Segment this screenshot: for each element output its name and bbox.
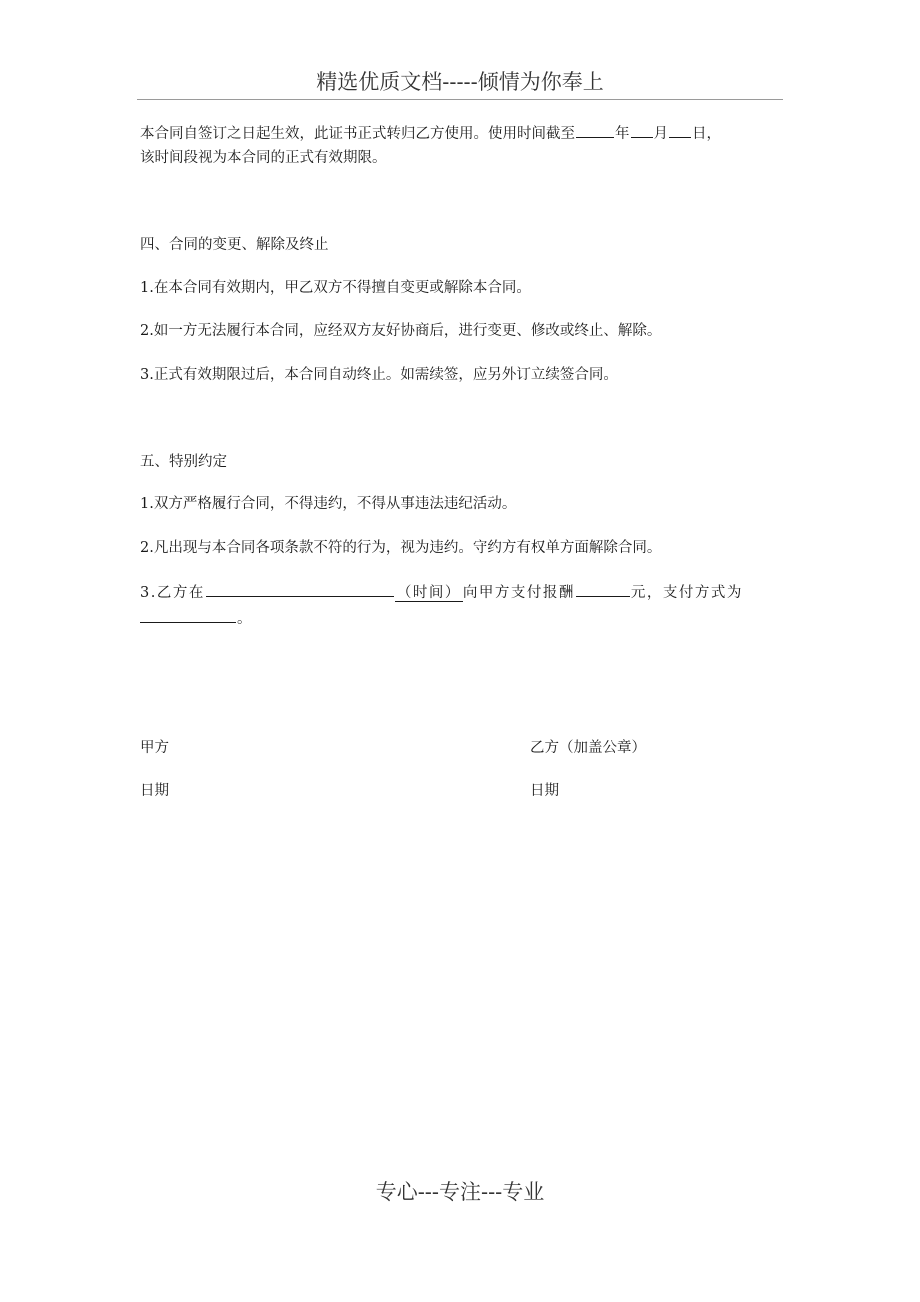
section-4-heading: 四、合同的变更、解除及终止 [140,237,329,253]
payment-method-blank [140,606,236,623]
page-header: 精选优质文档-----倾情为你奉上 [316,70,604,94]
party-a-label: 甲方 [140,740,169,756]
day-blank [669,121,691,138]
intro-text: 本合同自签订之日起生效，此证书正式转归乙方使用。使用时间截至 [140,126,575,142]
section-4-item-2: 2.如一方无法履行本合同，应经双方友好协商后，进行变更、修改或终止、解除。 [140,323,662,339]
section-4-item-3: 3.正式有效期限过后，本合同自动终止。如需续签，应另外订立续签合同。 [140,367,618,383]
day-label: 日， [692,126,721,142]
item-3-middle: 向甲方支付报酬 [462,585,575,601]
page-footer: 专心---专注---专业 [375,1180,545,1204]
item-3-end: 。 [237,611,252,627]
year-blank [576,121,614,138]
section-4-item-1: 1.在本合同有效期内，甲乙双方不得擅自变更或解除本合同。 [140,280,531,296]
item-3-prefix: 3.乙方在 [140,585,205,601]
year-label: 年 [615,126,630,142]
section-5-item-2: 2.凡出现与本合同各项条款不符的行为，视为违约。守约方有权单方面解除合同。 [140,540,662,556]
party-b-label: 乙方（加盖公章） [530,740,646,756]
time-blank [206,580,394,597]
month-label: 月 [653,126,668,142]
party-a-date-label: 日期 [140,783,169,799]
item-3-yuan: 元，支付方式为 [630,585,743,601]
amount-blank [576,580,630,597]
party-b-date-label: 日期 [530,783,559,799]
time-label: （时间） [396,585,461,601]
intro-line-2: 该时间段视为本合同的正式有效期限。 [140,150,387,166]
section-5-item-3 [140,580,782,604]
intro-line-1 [140,121,782,145]
section-5-item-3-cont [140,606,782,630]
section-5-item-1: 1.双方严格履行合同，不得违约，不得从事违法违纪活动。 [140,496,517,512]
month-blank [631,121,653,138]
header-divider [137,99,783,100]
section-5-heading: 五、特别约定 [140,454,227,470]
